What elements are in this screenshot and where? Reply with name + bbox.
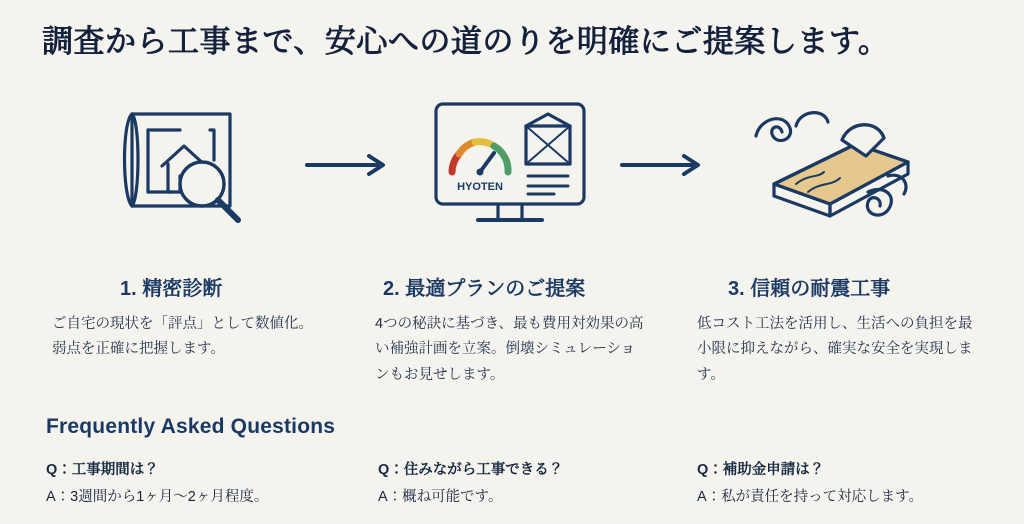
faq-item-1 (46, 457, 356, 511)
step-1-icon-container (75, 95, 295, 235)
step-1-title: 1. 精密診断 (120, 278, 223, 300)
step-3-title: 3. 信頼の耐震工事 (728, 278, 891, 300)
monitor-gauge-icon (428, 98, 593, 233)
faq-answer-1: A：3週間から1ヶ月〜2ヶ月程度。 (46, 488, 269, 505)
arrow-right-1-icon (305, 153, 395, 177)
faq-heading: Frequently Asked Questions (46, 415, 336, 438)
faq-item-3 (697, 457, 1017, 511)
step-2-title: 2. 最適プランのご提案 (383, 278, 586, 300)
wood-plane-icon (738, 100, 913, 230)
page-title: 調査から工事まで、安心への道のりを明確にご提案します。 (42, 24, 890, 59)
step-3-icon-container (715, 95, 935, 235)
faq-answer-2: A：概ね可能です。 (378, 488, 503, 505)
gauge-label: HYOTEN (456, 180, 503, 193)
step-3-description: 低コスト工法を活用し、生活への負担を最小限に抑えながら、確実な安全を実現します。 (697, 316, 973, 383)
step-1-description: ご自宅の現状を「評点」として数値化。弱点を正確に把握します。 (52, 316, 313, 358)
step-2-icon-container (400, 95, 620, 235)
faq-item-2 (378, 457, 688, 511)
faq-question-3: Q：補助金申請は？ (697, 462, 825, 478)
arrow-right-2-icon (620, 153, 710, 177)
faq-question-2: Q：住みながら工事できる？ (378, 462, 564, 478)
steps-row (0, 95, 1024, 255)
faq-question-1: Q：工事期間は？ (46, 462, 159, 478)
blueprint-magnifier-icon (110, 100, 260, 230)
step-2-description: 4つの秘訣に基づき、最も費用対効果の高い補強計画を立案。倒壊シミュレーションもお見せします。 (375, 316, 644, 383)
faq-answer-3: A：私が責任を持って対応します。 (697, 488, 924, 505)
